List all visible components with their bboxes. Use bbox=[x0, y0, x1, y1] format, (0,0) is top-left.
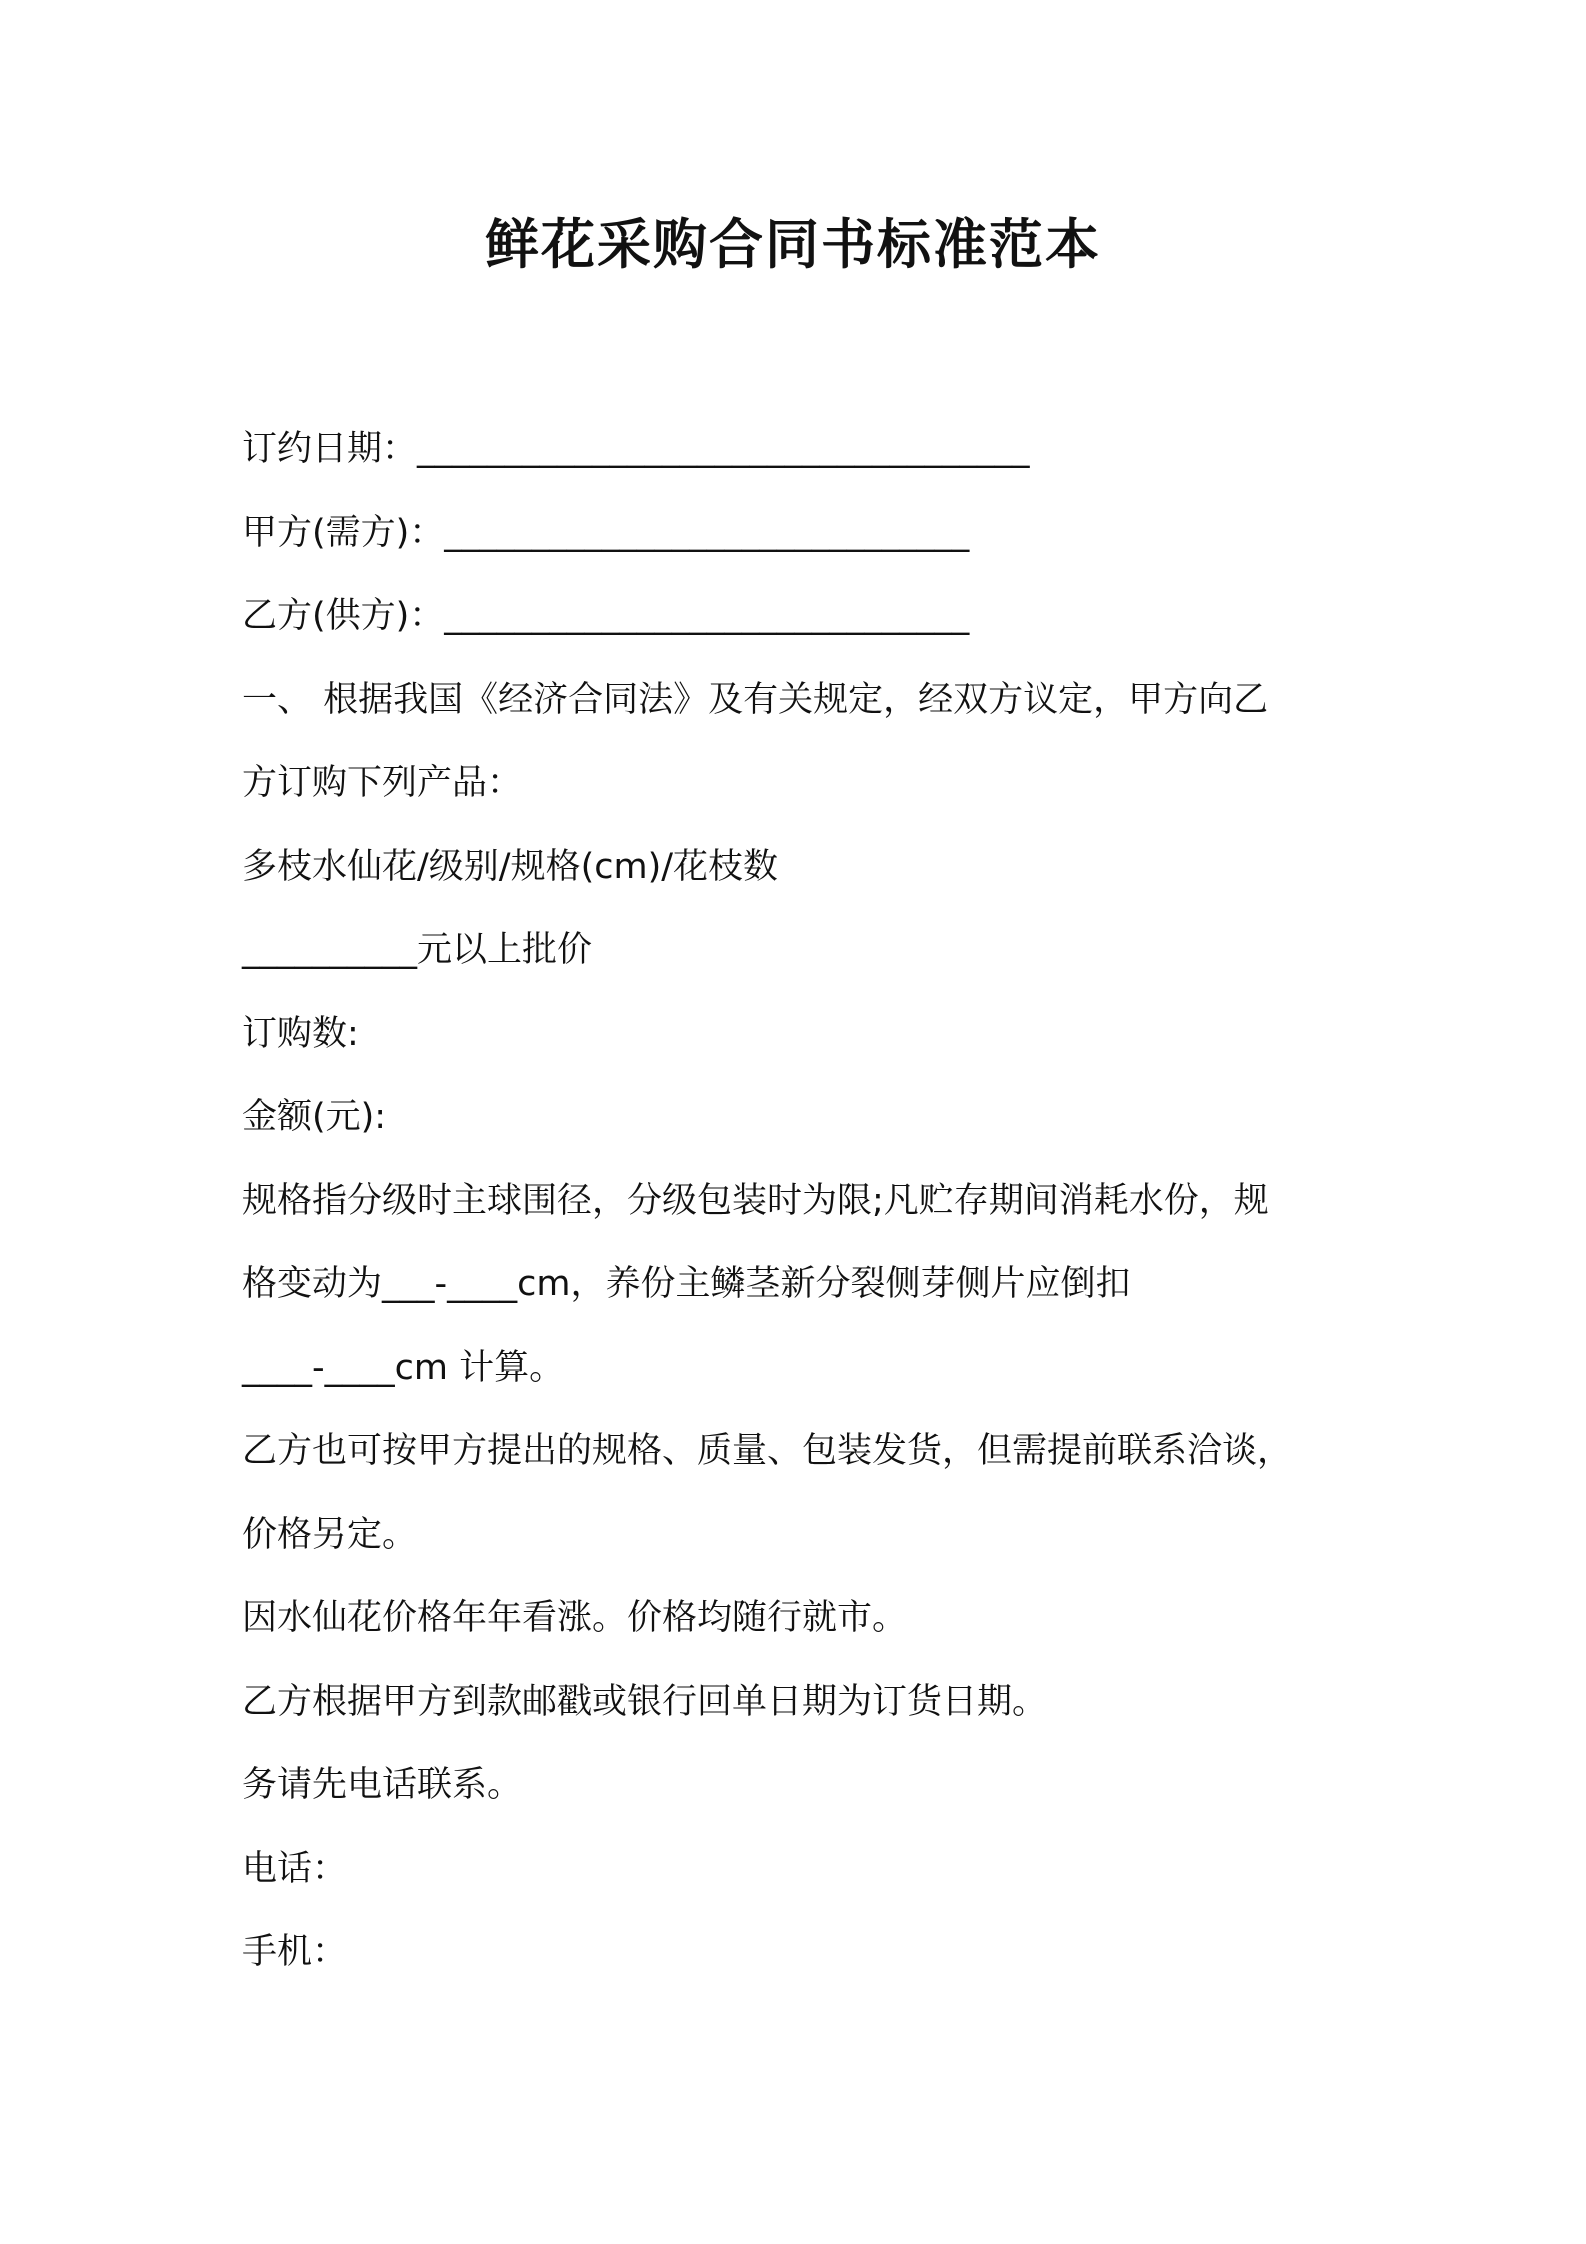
spec-note-continued: 格变动为___-____cm，养份主鳞茎新分裂侧芽侧片应倒扣 bbox=[242, 1264, 1131, 1304]
document-body bbox=[242, 408, 1362, 1995]
product-spec-line: 多枝水仙花/级别/规格(cm)/花枝数 bbox=[242, 846, 779, 887]
wholesale-price-line: __________元以上批价 bbox=[242, 930, 593, 970]
contract-date-line: 订约日期：___________________________________ bbox=[242, 429, 1030, 469]
clause-one-line: 一、 根据我国《经济合同法》及有关规定，经双方议定，甲方向乙 bbox=[242, 679, 1269, 720]
party-a-line: 甲方(需方)：______________________________ bbox=[242, 512, 970, 553]
spec-note-line: 规格指分级时主球围径，分级包装时为限;凡贮存期间消耗水份，规 bbox=[242, 1180, 1269, 1221]
spec-note-end: ____-____cm 计算。 bbox=[242, 1347, 565, 1388]
order-quantity-line: 订购数: bbox=[242, 1013, 359, 1054]
price-note-line: 因水仙花价格年年看涨。价格均随行就市。 bbox=[242, 1598, 908, 1638]
mobile-line: 手机： bbox=[242, 1932, 348, 1972]
order-date-line: 乙方根据甲方到款邮戳或银行回单日期为订货日期。 bbox=[242, 1681, 1048, 1722]
document-title: 鲜花采购合同书标准范本 bbox=[485, 213, 1101, 276]
contact-note-line: 务请先电话联系。 bbox=[242, 1765, 523, 1805]
custom-order-line: 乙方也可按甲方提出的规格、质量、包装发货，但需提前联系洽谈， bbox=[242, 1431, 1293, 1471]
custom-order-continued: 价格另定。 bbox=[242, 1514, 418, 1555]
clause-one-continued: 方订购下列产品： bbox=[242, 763, 523, 803]
party-b-line: 乙方(供方)：______________________________ bbox=[242, 596, 970, 636]
phone-line: 电话： bbox=[242, 1848, 348, 1889]
amount-line: 金额(元): bbox=[242, 1097, 387, 1137]
